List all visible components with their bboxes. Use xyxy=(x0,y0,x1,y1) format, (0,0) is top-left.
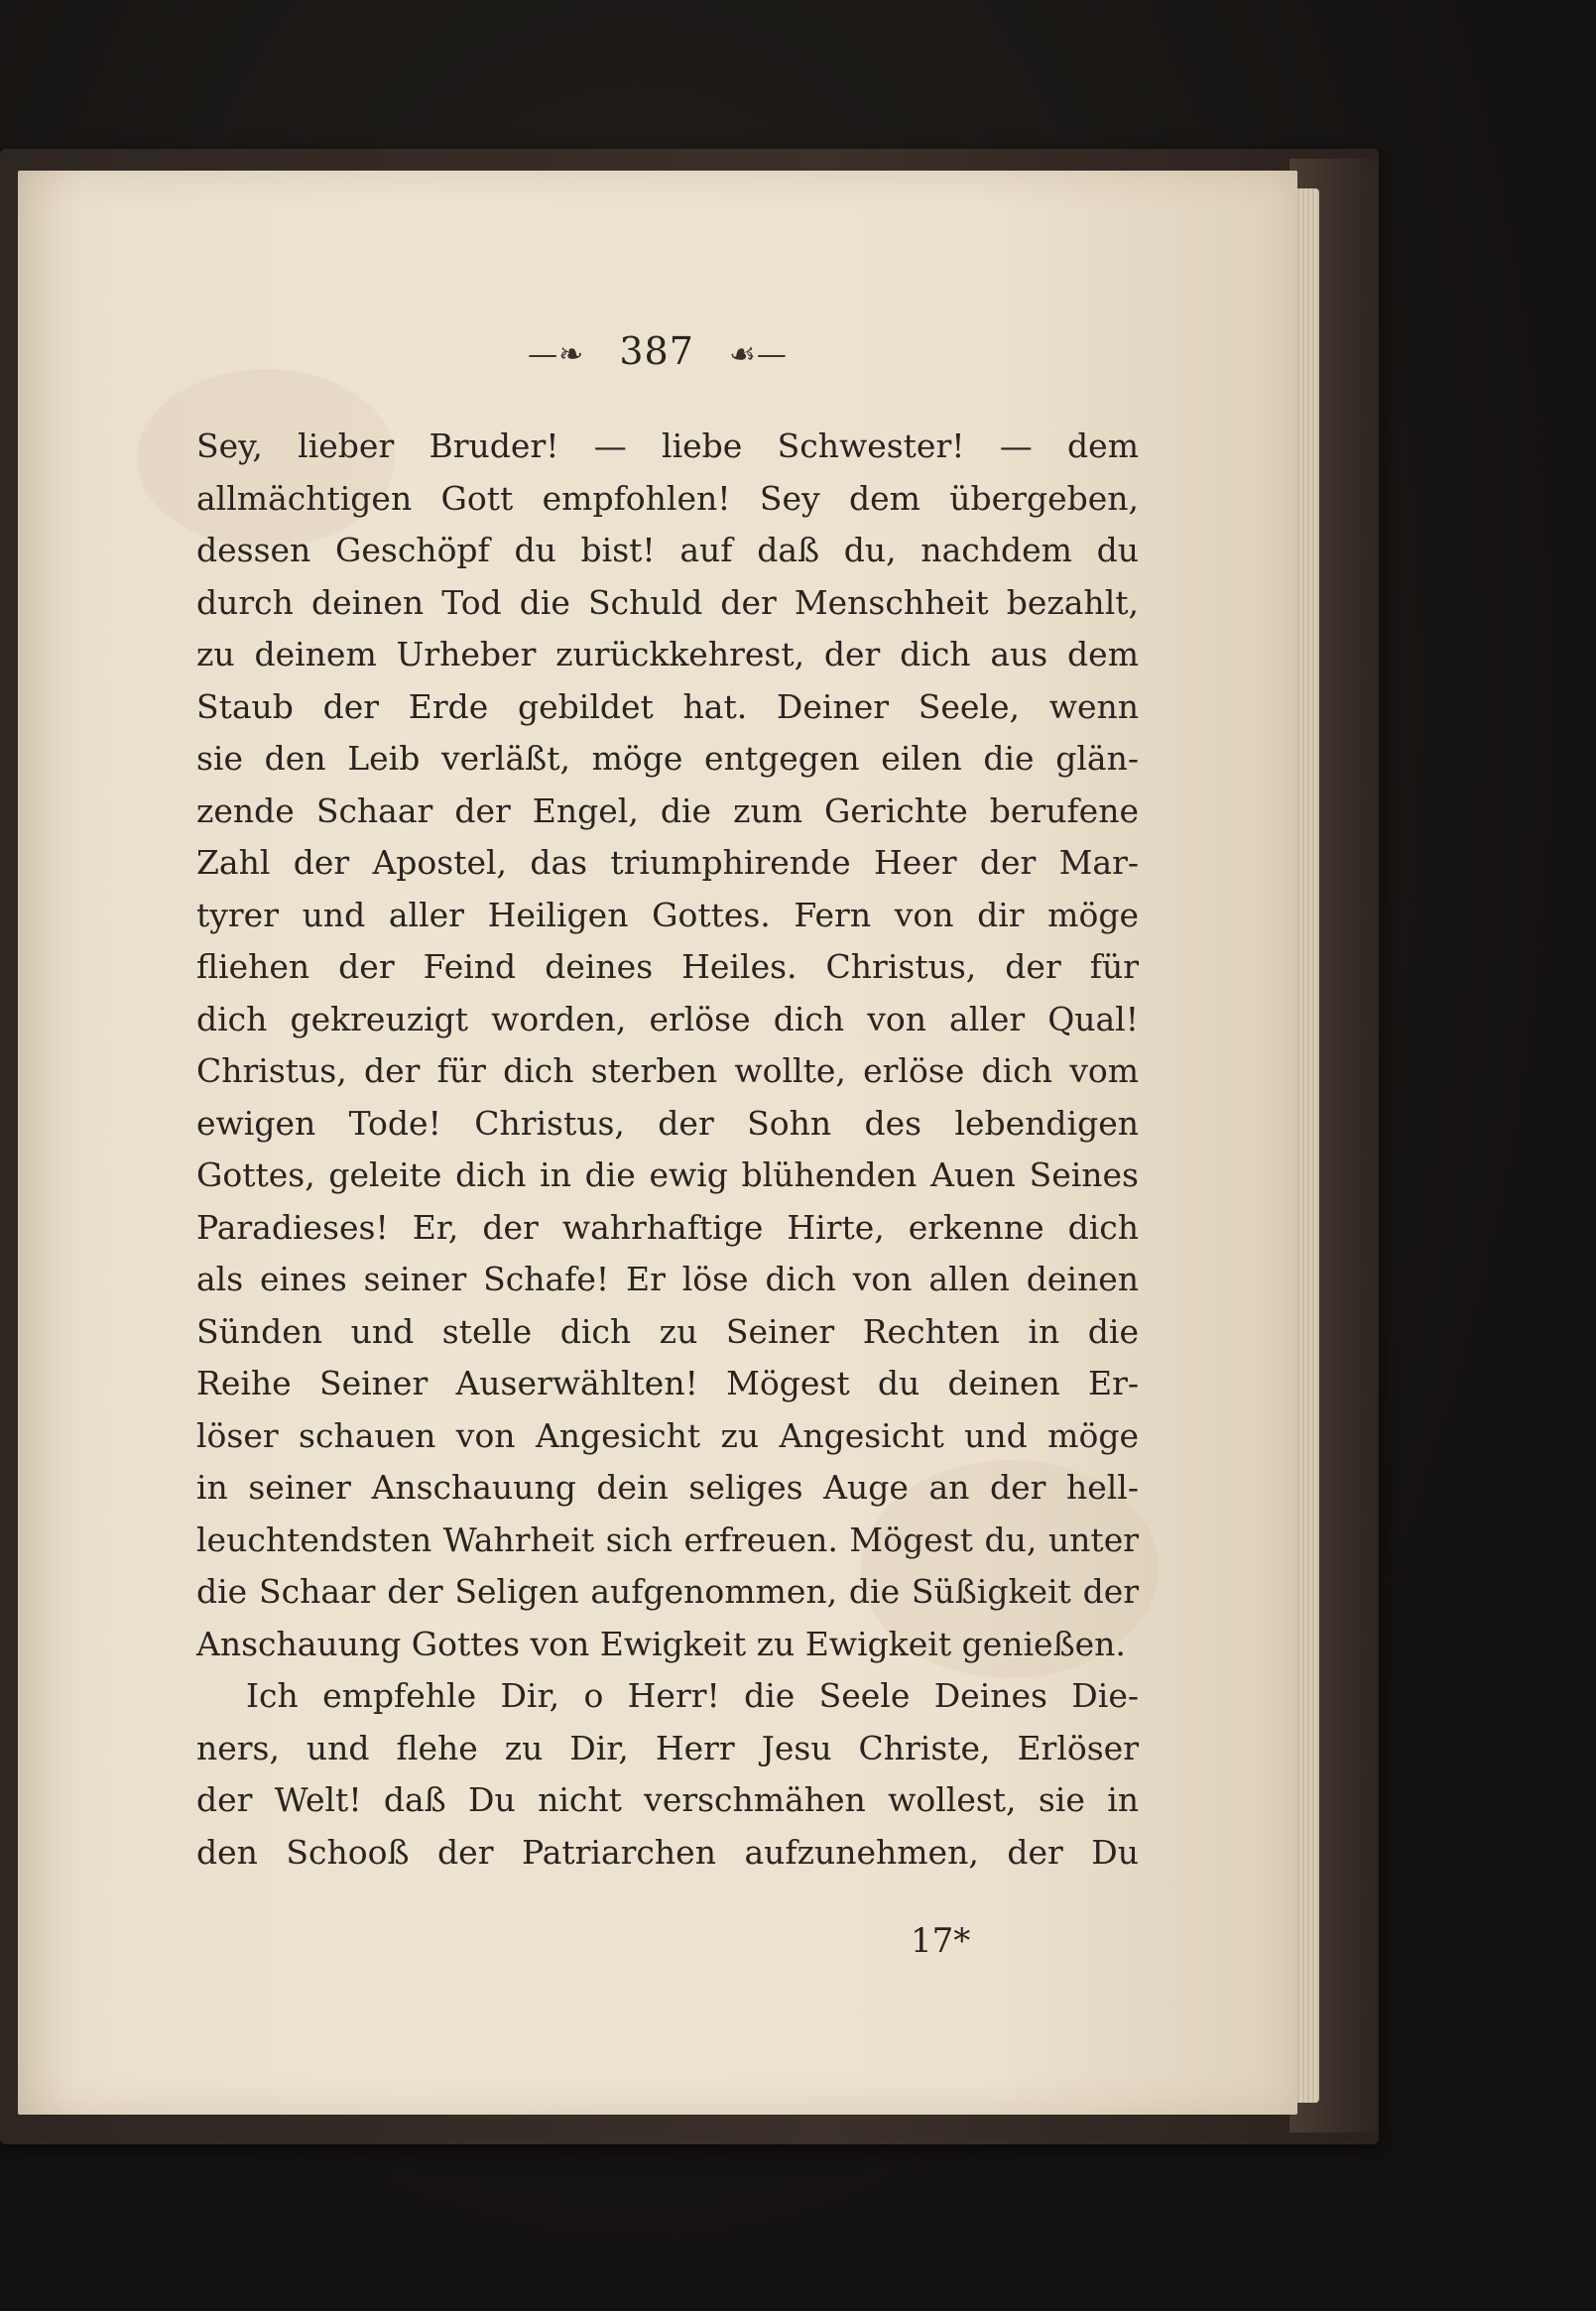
text-line: Sünden und stelle dich zu Seiner Rechten in die xyxy=(196,1311,1139,1351)
text-line: in seiner Anschauung dein seliges Auge an der hell- xyxy=(196,1468,1139,1507)
text-line: die Schaar der Seligen aufgenommen, die Süßigkeit der xyxy=(196,1572,1139,1611)
page-header xyxy=(18,329,1297,373)
text-line: dich gekreuzigt worden, erlöse dich von aller Qual! xyxy=(196,999,1139,1038)
text-line: der Welt! daß Du nicht verschmähen wollest, sie in xyxy=(196,1780,1139,1819)
text-line: Paradieses! Er, der wahrhaftige Hirte, erkenne dich xyxy=(196,1207,1139,1247)
text-line: leuchtendsten Wahrheit sich erfreuen. Mögest du, unter xyxy=(196,1520,1139,1559)
text-line: fliehen der Feind deines Heiles. Christus, der für xyxy=(196,947,1139,986)
ornament-right-icon: ☙— xyxy=(728,337,788,372)
text-line: ewigen Tode! Christus, der Sohn des lebendigen xyxy=(196,1103,1139,1143)
text-line: Zahl der Apostel, das triumphirende Heer der Mar- xyxy=(196,843,1139,882)
book-page xyxy=(18,171,1297,2115)
text-line: löser schauen von Angesicht zu Angesicht und möge xyxy=(196,1415,1139,1455)
body-text xyxy=(196,421,1139,1879)
text-line: Reihe Seiner Auserwählten! Mögest du deinen Er- xyxy=(196,1364,1139,1402)
text-line: tyrer und aller Heiligen Gottes. Fern von dir möge xyxy=(196,895,1139,934)
signature-mark: 17* xyxy=(911,1921,971,1961)
text-line: zu deinem Urheber zurückkehrest, der dich aus dem xyxy=(196,635,1139,673)
text-line: zende Schaar der Engel, die zum Gerichte berufene xyxy=(196,791,1139,830)
text-line: Ich empfehle Dir, o Herr! die Seele Deines Die- xyxy=(246,1676,1139,1715)
text-line: dessen Geschöpf du bist! auf daß du, nachdem du xyxy=(196,531,1139,569)
text-line: Anschauung Gottes von Ewigkeit zu Ewigkeit genießen. xyxy=(196,1624,1126,1663)
text-line: Christus, der für dich sterben wollte, erlöse dich vom xyxy=(196,1051,1139,1090)
text-line: Staub der Erde gebildet hat. Deiner Seele, wenn xyxy=(196,686,1139,726)
page-number: 387 xyxy=(619,329,694,373)
ornament-left-icon: —❧ xyxy=(528,337,585,372)
text-line: allmächtigen Gott empfohlen! Sey dem übergeben, xyxy=(196,478,1139,518)
text-line: Gottes, geleite dich in die ewig blühenden Auen Seines xyxy=(196,1156,1139,1194)
text-line: Sey, lieber Bruder! — liebe Schwester! — dem xyxy=(196,426,1139,465)
text-line: ners, und flehe zu Dir, Herr Jesu Christe, Erlöser xyxy=(196,1728,1139,1767)
text-line: durch deinen Tod die Schuld der Menschheit bezahlt, xyxy=(196,582,1139,622)
text-line: sie den Leib verläßt, möge entgegen eilen die glän- xyxy=(196,739,1139,778)
text-line: als eines seiner Schafe! Er löse dich von allen deinen xyxy=(196,1260,1139,1298)
text-line: den Schooß der Patriarchen aufzunehmen, der Du xyxy=(196,1832,1139,1872)
